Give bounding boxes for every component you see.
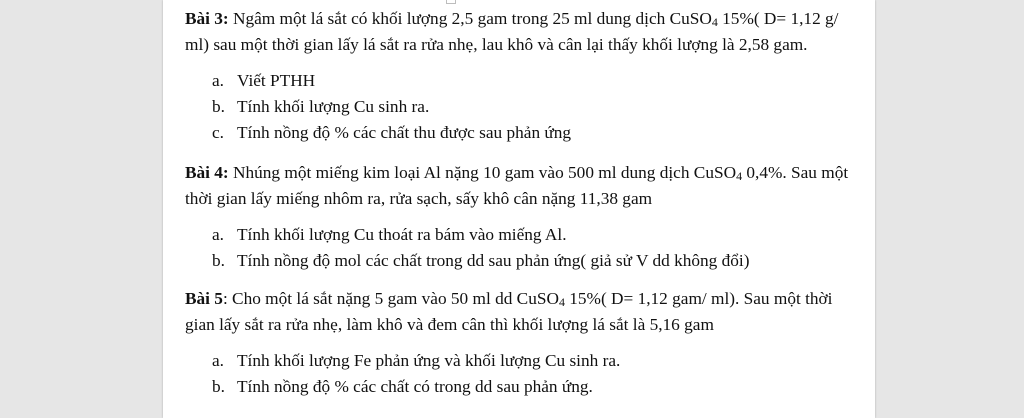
document-content [185, 6, 860, 400]
list-text: Tính khối lượng Fe phản ứng và khối lượng Cu sinh ra. [237, 351, 621, 370]
bai5-list [185, 348, 860, 400]
list-letter: c. [212, 123, 224, 142]
list-text: Tính nồng độ % các chất có trong dd sau phản ứng. [237, 377, 593, 396]
bai4-text-part1: Nhúng một miếng kim loại Al nặng 10 gam vào 500 ml dung dịch CuSO [228, 163, 737, 182]
list-text: Tính khối lượng Cu sinh ra. [237, 97, 430, 116]
bai3-subscript: 4 [711, 15, 718, 29]
list-text: Tính khối lượng Cu thoát ra bám vào miếng Al. [237, 225, 567, 244]
list-text: Tính nồng độ mol các chất trong dd sau phản ứng( giả sử V dd không đổi) [237, 251, 750, 270]
bai5-text-part2: 15%( D= 1,12 gam/ ml). Sau một thời gian lấy sắt ra rửa nhẹ, làm khô và đem cân thì khối lượng lá sắt là 5,16 gam [185, 289, 833, 334]
list-item [185, 68, 860, 94]
bai5-lead: Bài 5 [185, 289, 223, 308]
document-page [163, 0, 875, 418]
bai4-paragraph [185, 160, 860, 212]
bai3-text-part2: 15%( D= 1,12 g/ ml) sau một thời gian lấy lá sắt ra rửa nhẹ, lau khô và cân lại thấy khối lượng là 2,58 gam. [185, 9, 839, 54]
list-item [185, 348, 860, 374]
list-letter: b. [212, 251, 225, 270]
bai4-subscript: 4 [736, 169, 743, 183]
list-letter: a. [212, 225, 224, 244]
list-letter: a. [212, 351, 224, 370]
list-item [185, 374, 860, 400]
bai5-subscript: 4 [558, 295, 565, 309]
list-text: Viết PTHH [237, 71, 316, 90]
bai5-text-part1: : Cho một lá sắt nặng 5 gam vào 50 ml dd CuSO [222, 289, 559, 308]
list-letter: b. [212, 97, 225, 116]
list-item [185, 222, 860, 248]
bai5-paragraph [185, 286, 860, 338]
list-text: Tính nồng độ % các chất thu được sau phản ứng [237, 123, 572, 142]
list-item [185, 94, 860, 120]
paragraph-marker-icon [446, 0, 456, 4]
list-letter: b. [212, 377, 225, 396]
bai4-lead: Bài 4: [185, 163, 229, 182]
list-item [185, 120, 860, 146]
bai3-paragraph [185, 6, 860, 58]
bai3-lead: Bài 3: [185, 9, 229, 28]
bai3-text-part1: Ngâm một lá sắt có khối lượng 2,5 gam trong 25 ml dung dịch CuSO [228, 9, 712, 28]
list-item [185, 248, 860, 274]
bai3-list [185, 68, 860, 146]
list-letter: a. [212, 71, 224, 90]
bai4-list [185, 222, 860, 274]
bai4-text-part2: 0,4%. Sau một thời gian lấy miếng nhôm ra, rửa sạch, sấy khô cân nặng 11,38 gam [185, 163, 849, 208]
